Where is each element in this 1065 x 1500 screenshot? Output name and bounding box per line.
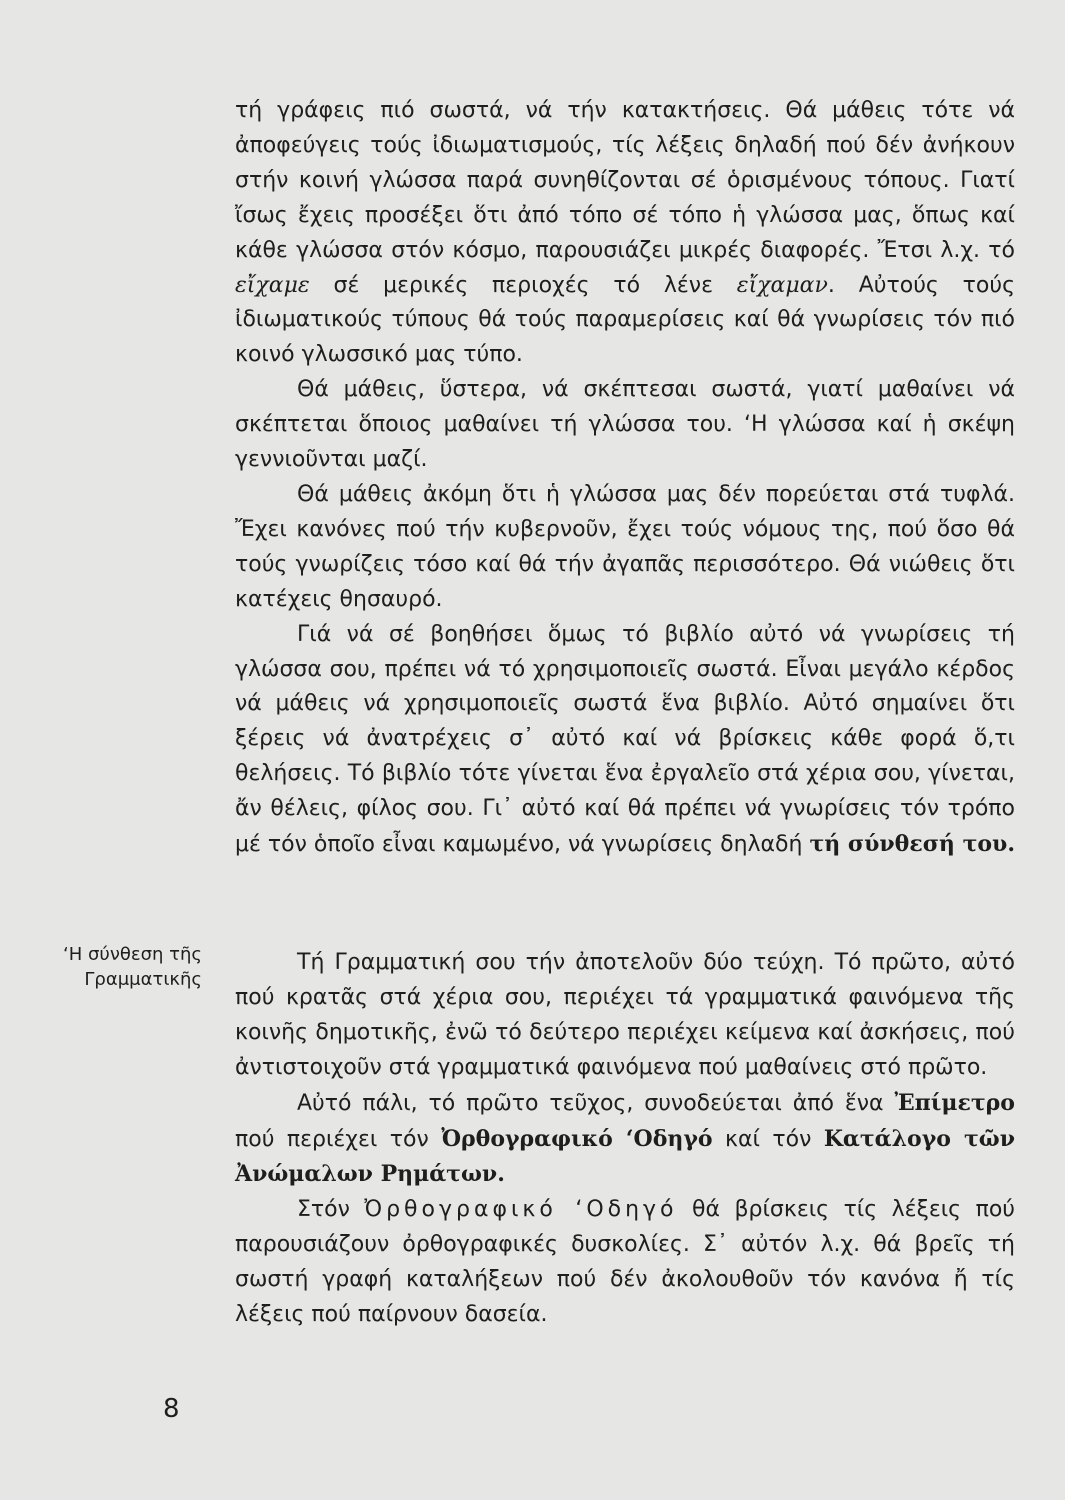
margin-note-line-1: ‘Η σύνθεση τῆς [63,944,202,965]
main-text [235,94,1015,863]
paragraph-2: Θά μάθεις, ὕστερα, νά σκέπτεσαι σωστά, γιατί μαθαίνει νά σκέπτεται ὅποιος μαθαίνει τή γλώσσα του. ‘Η γλώσσα καί ἡ σκέψη γεννιοῦνται μαζί. [235,377,1015,473]
paragraph-3: Θά μάθεις ἀκόμη ὅτι ἡ γλώσσα μας δέν πορεύεται στά τυφλά. Ἔχει κανόνες πού τήν κυβερνοῦν, ἔχει τούς νόμους της, πού ὅσο θά τούς γνωρίζεις τόσο καί θά τήν ἀγαπᾶς περισσότερο. Θά νιώθεις ὅτι κατέχεις θησαυρό. [235,481,1015,612]
paragraph-4: Γιά νά σέ βοηθήσει ὅμως τό βιβλίο αὐτό νά γνωρίσεις τή γλώσσα σου, πρέπει νά τό χρησιμοποιεῖς σωστά. Εἶναι μεγάλο κέρδος νά μάθεις νά χρησιμοποιεῖς σωστά ἕνα βιβλίο. Αὐτό σημαίνει ὅτι ξέρεις νά ἀνατρέχεις σ᾽ αὐτό καί νά βρίσκεις κάθε φορά ὅ,τι θελήσεις. Τό βιβλίο τότε γίνεται ἕνα ἐργαλεῖο στά χέρια σου, γίνεται, ἄν θέλεις, φίλος σου. Γι᾽ αὐτό καί θά πρέπει νά γνωρίσεις τόν τρόπο μέ τόν ὁποῖο εἶναι καμωμένο, νά γνωρίσεις δηλαδή τή σύνθεσή του. [235,621,1015,858]
main-text-section-2 [235,946,1015,1333]
show-through [140,300,200,420]
paragraph-6: Αὐτό πάλι, τό πρῶτο τεῦχος, συνοδεύεται ἀπό ἕνα Ἐπίμετρο πού περιέχει τόν Ὀρθογραφικό ‘Οδηγό καί τόν Κατάλογο τῶν Ἀνώμαλων Ρημάτων. [235,1089,1016,1188]
paragraph-1: τή γράφεις πιό σωστά, νά τήν κατακτήσεις. Θά μάθεις τότε νά ἀποφεύγεις τούς ἰδιωματισμούς, τίς λέξεις δηλαδή πού δέν ἀνήκουν στήν κοινή γλώσσα παρά συνηθίζονται σέ ὁρισμένους τόπους. Γιατί ἴσως ἔχεις προσέξει ὅτι ἀπό τόπο σέ τόπο ἡ γλώσσα μας, ὅπως καί κάθε γλώσσα στόν κόσμο, παρουσιάζει μικρές διαφορές. Ἔτσι λ.χ. τό εἴχαμε σέ μερικές περιοχές τό λένε εἴχαμαν. Αὐτούς τούς ἰδιωματικούς τύπους θά τούς παραμερίσεις καί θά γνωρίσεις τόν πιό κοινό γλωσσικό μας τύπο. [235,98,1015,368]
page-number: 8 [163,1394,180,1424]
margin-note [30,942,202,992]
margin-note-line-2: Γραμματικῆς [84,969,202,990]
paragraph-5: Τή Γραμματική σου τήν ἀποτελοῦν δύο τεύχη. Τό πρῶτο, αὐτό πού κρατᾶς στά χέρια σου, περιέχει τά γραμματικά φαινόμενα τῆς κοινῆς δημοτικῆς, ἐνῶ τό δεύτερο περιέχει κείμενα καί ἀσκήσεις, πού ἀντιστοιχοῦν στά γραμματικά φαινόμενα πού μαθαίνεις στό πρῶτο. [235,950,1015,1080]
paragraph-7: Στόν Ὀρθογραφικό ‘Οδηγό θά βρίσκεις τίς λέξεις πού παρουσιάζουν ὀρθογραφικές δυσκολίες. Σ᾽ αὐτόν λ.χ. θά βρεῖς τή σωστή γραφή καταλήξεων πού δέν ἀκολουθοῦν τόν κανόνα ἤ τίς λέξεις πού παίρνουν δασεία. [235,1197,1016,1328]
